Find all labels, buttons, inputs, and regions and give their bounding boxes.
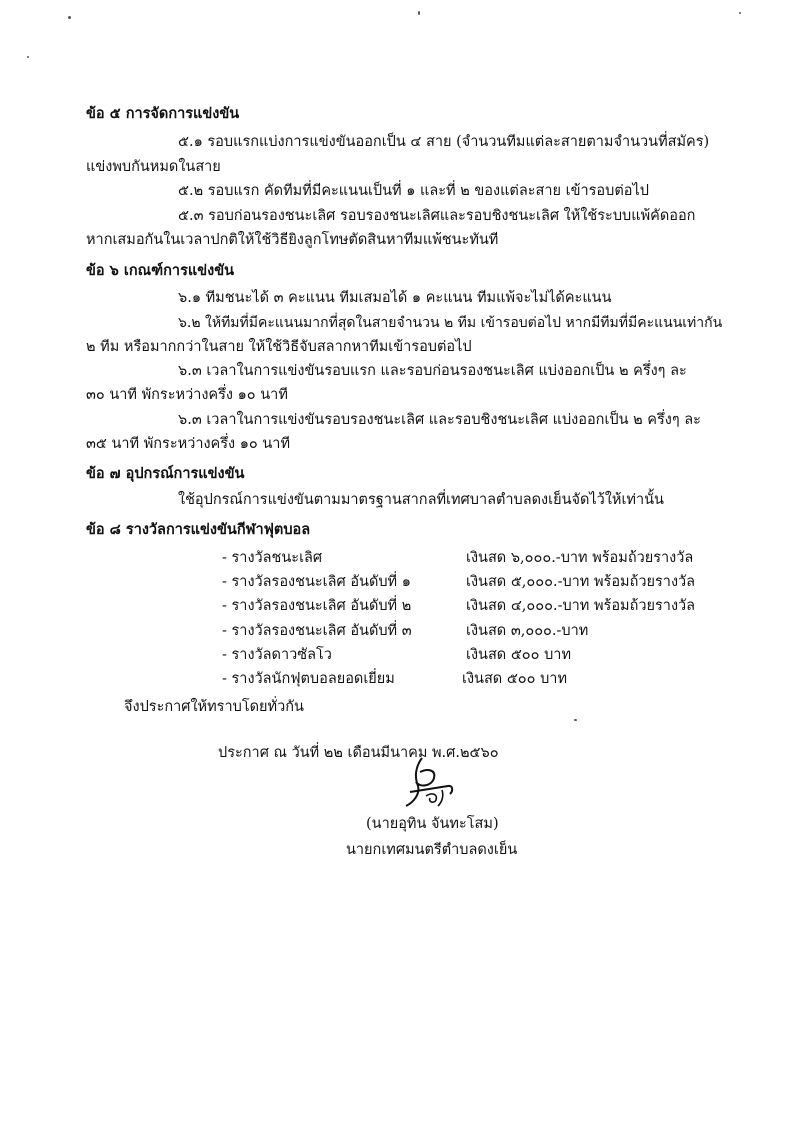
section-6-item-4: ๖.๓ เวลาในการแข่งขันรอบรองชนะเลิศ และรอบชิงชนะเลิศ แบ่งออกเป็น ๒ ครึ่งๆ ละ (178, 412, 701, 428)
prize-amount: เงินสด ๕,๐๐๐.-บาท พร้อมถ้วยรางวัล (466, 574, 696, 590)
scan-speck (574, 719, 577, 721)
prize-name: - รางวัลชนะเลิศ (222, 550, 323, 566)
prize-name: - รางวัลรองชนะเลิศ อันดับที่ ๓ (222, 623, 412, 639)
prize-name: - รางวัลรองชนะเลิศ อันดับที่ ๑ (222, 574, 411, 590)
section-5-item-1-cont: แข่งพบกันหมดในสาย (86, 159, 221, 175)
announcement-text: จึงประกาศให้ทราบโดยทั่วกัน (124, 699, 304, 715)
prize-amount: เงินสด ๖,๐๐๐.-บาท พร้อมถ้วยรางวัล (466, 550, 694, 566)
section-5-item-3: ๕.๓ รอบก่อนรองชนะเลิศ รอบรองชนะเลิศและรอบชิงชนะเลิศ ให้ใช้ระบบแพ้คัดออก (178, 208, 696, 224)
section-6-item-3: ๖.๓ เวลาในการแข่งขันรอบแรก และรอบก่อนรองชนะเลิศ แบ่งออกเป็น ๒ ครึ่งๆ ละ (178, 363, 687, 379)
section-6-item-4-cont: ๓๕ นาที พักระหว่างครึ่ง ๑๐ นาที (86, 436, 291, 452)
section-6-item-2-cont: ๒ ทีม หรือมากกว่าในสาย ให้ใช้วิธีจับสลากหาทีมเข้ารอบต่อไป (86, 339, 472, 355)
section-5-item-3-cont: หากเสมอกันในเวลาปกติให้ใช้วิธียิงลูกโทษตัดสินหาทีมแพ้ชนะทันที (86, 232, 499, 248)
scan-speck (739, 12, 741, 14)
signer-name: (นายอุทิน จันทะโสม) (366, 816, 499, 832)
scan-speck (68, 16, 71, 19)
prize-amount: เงินสด ๓,๐๐๐.-บาท (466, 623, 589, 639)
section-6-item-1: ๖.๑ ทีมชนะได้ ๓ คะแนน ทีมเสมอได้ ๑ คะแนน ทีมแพ้จะไม่ได้คะแนน (178, 290, 612, 306)
prize-name: - รางวัลดาวซัลโว (222, 647, 332, 663)
prize-amount: เงินสด ๕๐๐ บาท (466, 647, 572, 663)
section-6-heading: ข้อ ๖ เกณฑ์การแข่งขัน (86, 262, 235, 279)
section-7-item-1: ใช้อุปกรณ์การแข่งขันตามมาตรฐานสากลที่เทศบาลตำบลดงเย็นจัดไว้ให้เท่านั้น (178, 492, 664, 508)
prize-amount: เงินสด ๕๐๐ บาท (462, 671, 568, 687)
prize-name: - รางวัลรองชนะเลิศ อันดับที่ ๒ (222, 598, 412, 614)
signer-title: นายกเทศมนตรีตำบลดงเย็น (346, 842, 518, 858)
prize-name: - รางวัลนักฟุตบอลยอดเยี่ยม (222, 671, 395, 687)
section-6-item-3-cont: ๓๐ นาที พักระหว่างครึ่ง ๑๐ นาที (86, 387, 288, 403)
announcement-date: ประกาศ ณ วันที่ ๒๒ เดือนมีนาคม พ.ศ.๒๕๖๐ (218, 745, 499, 761)
section-8-heading: ข้อ ๘ รางวัลการแข่งขันกีฬาฟุตบอล (86, 521, 311, 538)
signature-mark (392, 752, 462, 814)
section-5-item-2: ๕.๒ รอบแรก คัดทีมที่มีคะแนนเป็นที่ ๑ และที่ ๒ ของแต่ละสาย เข้ารอบต่อไป (178, 183, 649, 199)
scan-speck (27, 56, 29, 58)
section-5-item-1: ๕.๑ รอบแรกแบ่งการแข่งขันออกเป็น ๔ สาย (จำนวนทีมแต่ละสายตามจำนวนที่สมัคร) (178, 134, 710, 150)
scan-speck (418, 11, 420, 15)
section-6-item-2: ๖.๒ ให้ทีมที่มีคะแนนมากที่สุดในสายจำนวน ๒ ทีม เข้ารอบต่อไป หากมีทีมที่มีคะแนนเท่ากัน (178, 315, 723, 331)
section-7-heading: ข้อ ๗ อุปกรณ์การแข่งขัน (86, 465, 245, 482)
prize-amount: เงินสด ๔,๐๐๐.-บาท พร้อมถ้วยรางวัล (466, 598, 696, 614)
section-5-heading: ข้อ ๕ การจัดการแข่งขัน (86, 105, 240, 122)
